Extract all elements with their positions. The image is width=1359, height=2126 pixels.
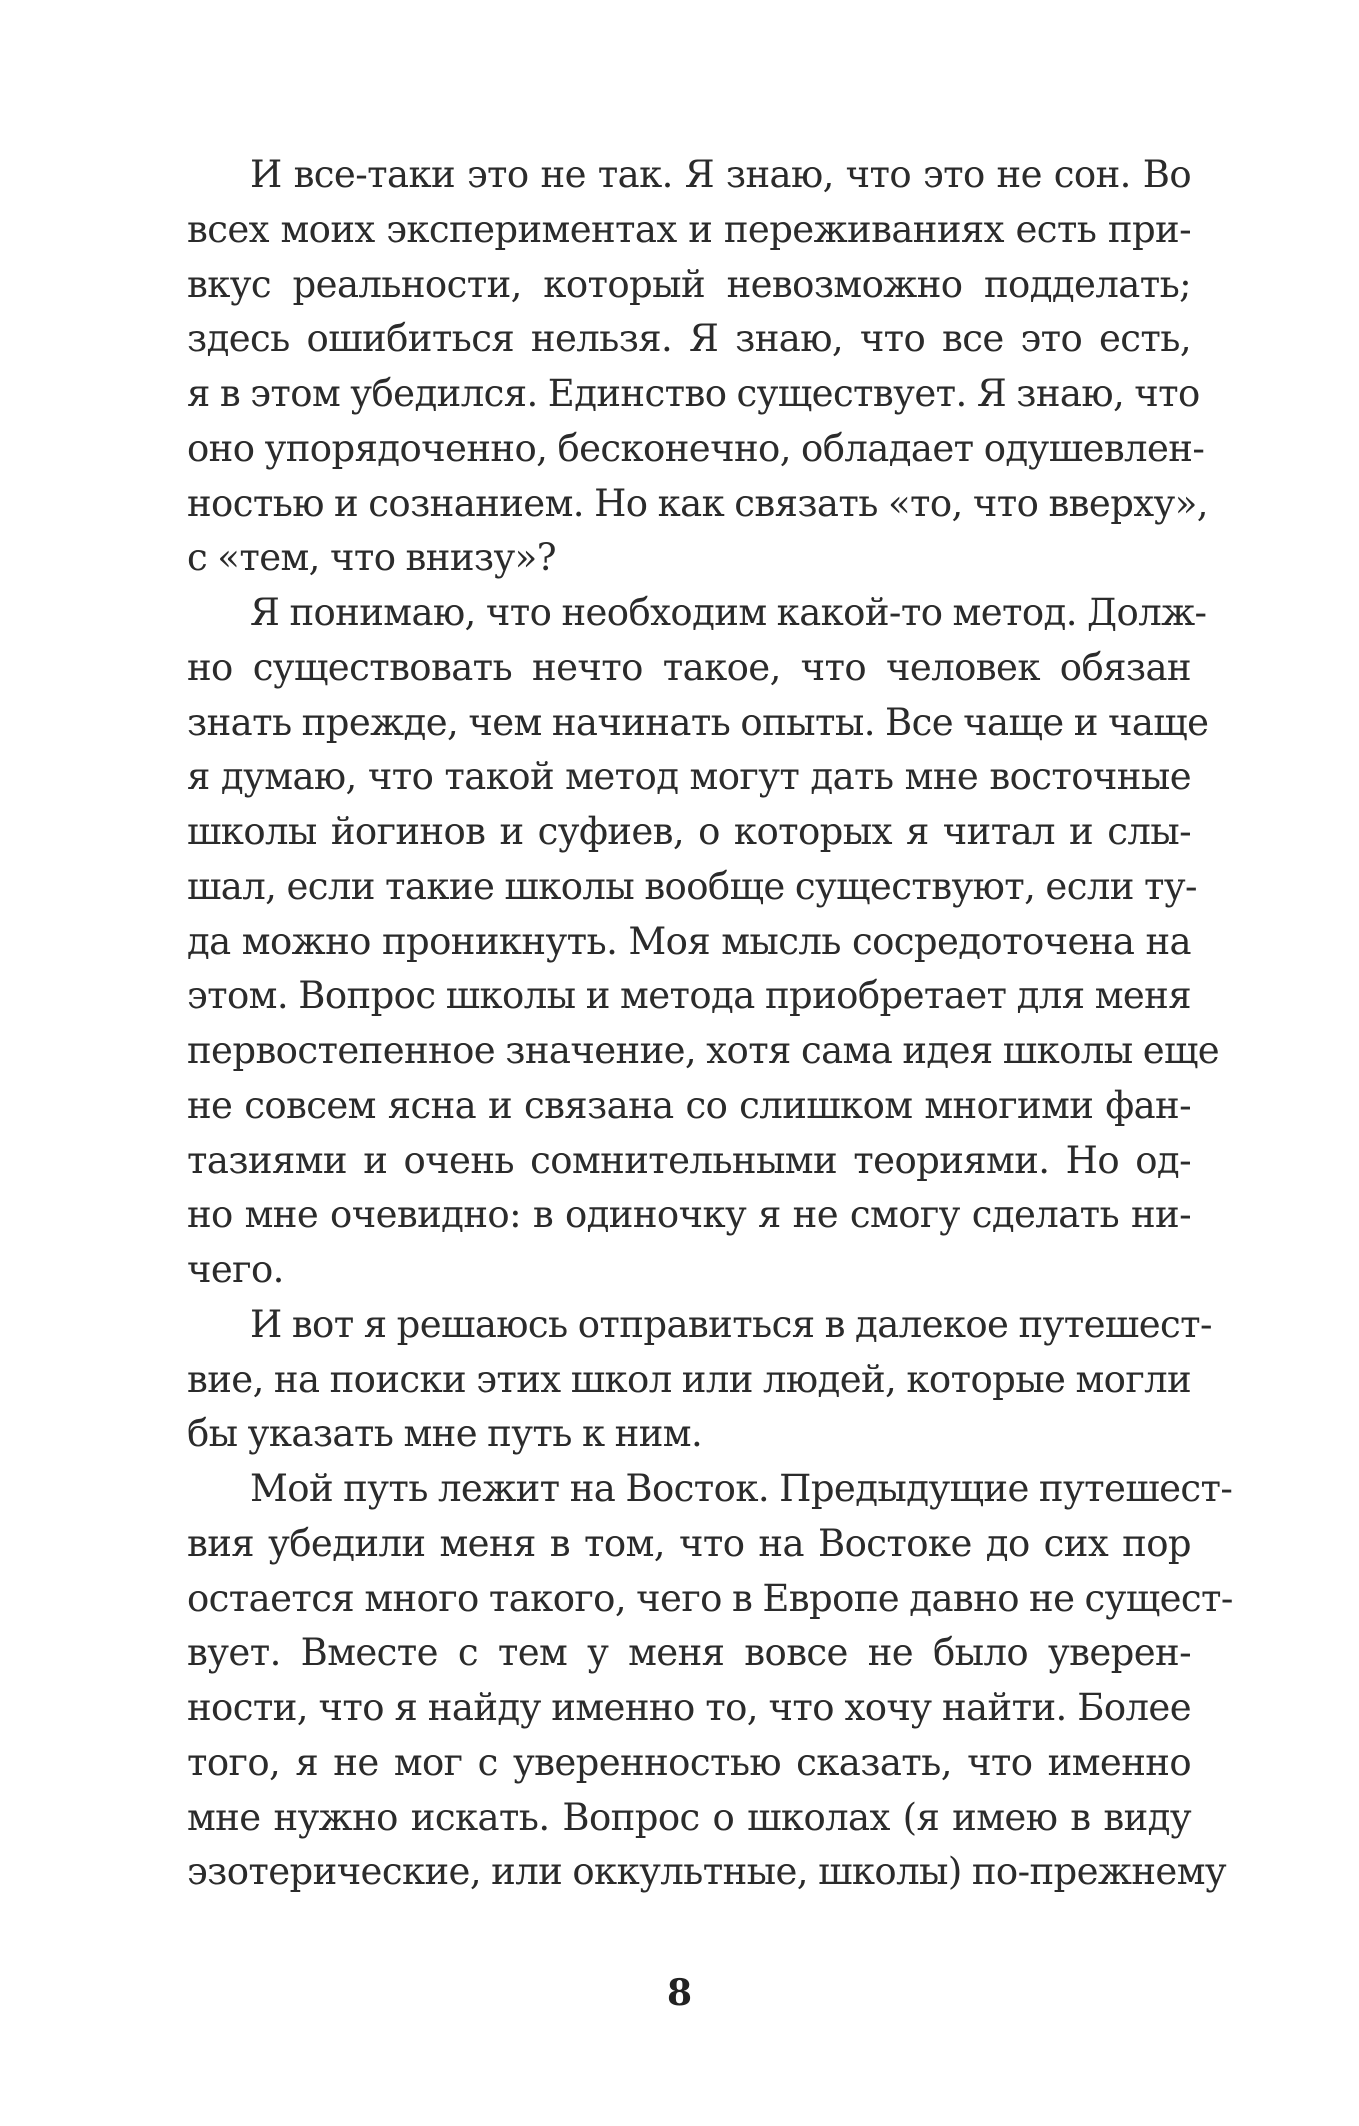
text-line: но существовать нечто такое, что человек обязан — [187, 645, 1191, 689]
text-line: всех моих экспериментах и переживаниях есть при- — [187, 207, 1191, 251]
text-line: тазиями и очень сомнительными теориями. Но од- — [187, 1138, 1191, 1182]
page-number: 8 — [666, 1972, 693, 2014]
text-line: знать прежде, чем начинать опыты. Все чаще и чаще — [187, 700, 1209, 744]
text-line: не совсем ясна и связана со слишком многими фан- — [187, 1083, 1191, 1127]
text-line: чего. — [187, 1248, 284, 1291]
page-body — [187, 148, 1233, 1900]
paragraph — [187, 1298, 1212, 1462]
text-line: я думаю, что такой метод могут дать мне восточные — [187, 755, 1191, 799]
paragraph — [187, 586, 1220, 1298]
text-line: вия убедили меня в том, что на Востоке до сих пор — [187, 1521, 1191, 1565]
text-line: Мой путь лежит на Восток. Предыдущие путешест- — [250, 1467, 1233, 1510]
text-line: вкус реальности, который невозможно подделать; — [187, 262, 1191, 306]
text-line: мне нужно искать. Вопрос о школах (я имею в виду — [187, 1795, 1191, 1839]
text-line: ностью и сознанием. Но как связать «то, что вверху», — [187, 481, 1208, 525]
text-line: бы указать мне путь к ним. — [187, 1412, 703, 1456]
text-line: вие, на поиски этих школ или людей, которые могли — [187, 1357, 1192, 1401]
text-line: того, я не мог с уверенностью сказать, что именно — [187, 1740, 1191, 1784]
text-line: здесь ошибиться нельзя. Я знаю, что все это есть, — [187, 317, 1191, 361]
text-line: первостепенное значение, хотя сама идея школы еще — [187, 1029, 1220, 1072]
text-line: но мне очевидно: в одиночку я не смогу сделать ни- — [187, 1193, 1191, 1237]
text-line: я в этом убедился. Единство существует. Я знаю, что — [187, 372, 1200, 415]
text-line: И вот я решаюсь отправиться в далекое путешест- — [250, 1302, 1212, 1346]
text-line: да можно проникнуть. Моя мысль сосредоточена на — [187, 919, 1191, 963]
text-line: оно упорядоченно, бесконечно, обладает одушевлен- — [187, 426, 1205, 470]
text-line: школы йогинов и суфиев, о которых я читал и слы- — [187, 810, 1191, 853]
text-line: Я понимаю, что необходим какой-то метод. Долж- — [250, 591, 1207, 634]
text-line: шал, если такие школы вообще существуют, если ту- — [187, 864, 1197, 908]
text-line: остается много такого, чего в Европе давно не сущест- — [187, 1576, 1233, 1620]
text-line: эзотерические, или оккультные, школы) по-прежнему — [187, 1850, 1227, 1894]
text-line: с «тем, что внизу»? — [187, 536, 556, 580]
paragraph — [187, 1462, 1233, 1900]
paragraph — [187, 148, 1208, 586]
text-line: И все-таки это не так. Я знаю, что это не сон. Во — [250, 153, 1191, 196]
text-line: вует. Вместе с тем у меня вовсе не было уверен- — [187, 1631, 1191, 1675]
text-line: ности, что я найду именно то, что хочу найти. Более — [187, 1686, 1191, 1729]
text-line: этом. Вопрос школы и метода приобретает для меня — [187, 974, 1191, 1018]
